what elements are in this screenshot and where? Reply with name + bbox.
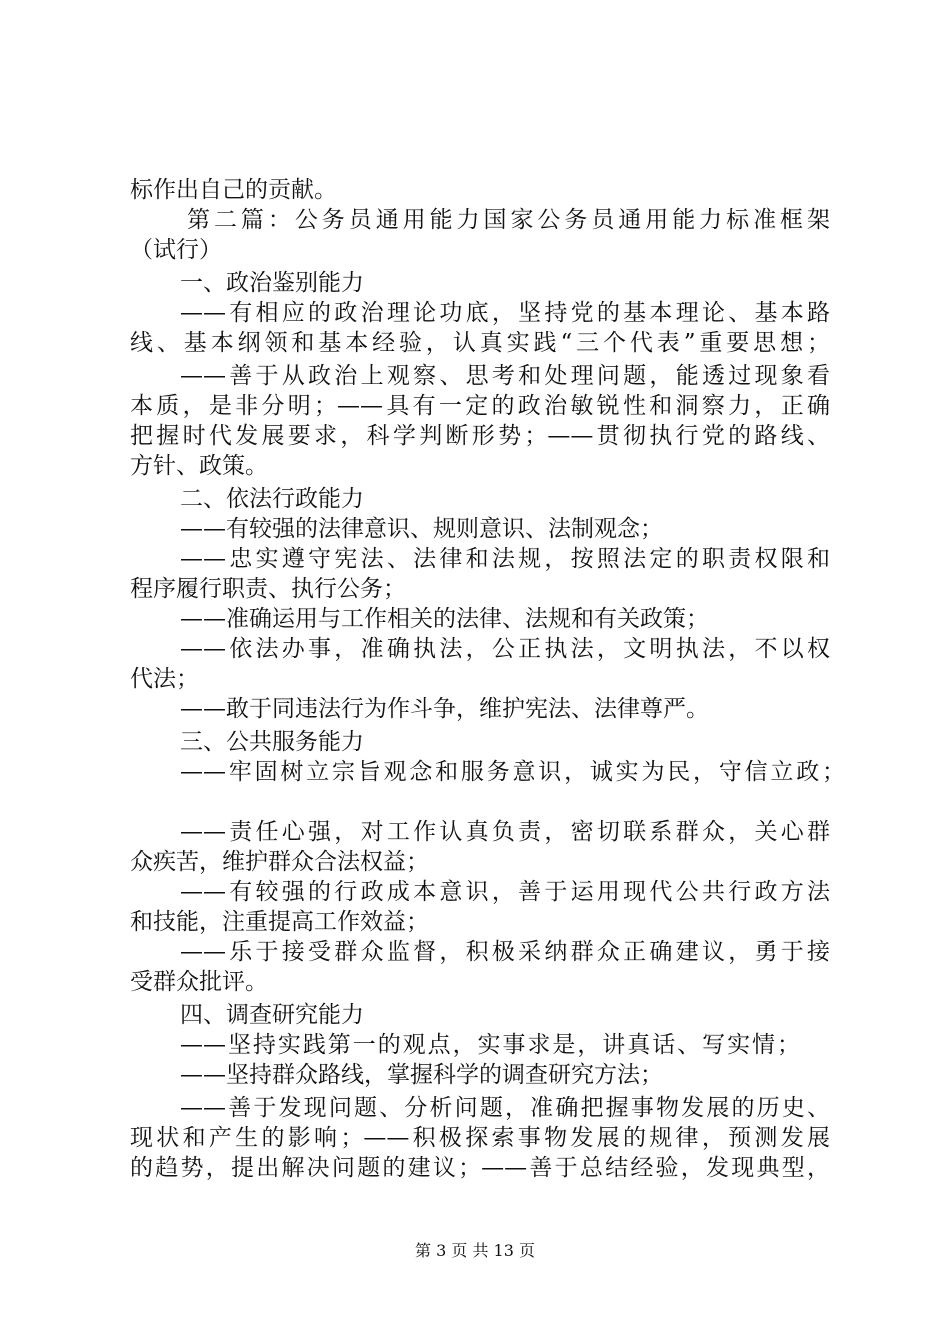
text-line: ——善于从政治上观察、思考和处理问题，能透过现象看: [180, 363, 830, 389]
text-line: ——坚持实践第一的观点，实事求是，讲真话、写实情；: [180, 1032, 800, 1058]
page-footer: 第 3 页 共 13 页: [415, 1241, 535, 1260]
text-line: 方针、政策。: [130, 453, 268, 479]
text-line: ——忠实遵守宪法、法律和法规，按照法定的职责权限和: [180, 546, 830, 572]
text-line: ——有较强的法律意识、规则意识、法制观念；: [180, 516, 663, 542]
text-line: 本质，是非分明；——具有一定的政治敏锐性和洞察力，正确: [130, 393, 830, 419]
text-line: ——依法办事，准确执法，公正执法，文明执法，不以权: [180, 636, 830, 662]
text-line: 现状和产生的影响；——积极探索事物发展的规律，预测发展: [130, 1125, 830, 1151]
text-line: ——有较强的行政成本意识，善于运用现代公共行政方法: [180, 879, 830, 905]
section-heading: （试行）: [130, 237, 222, 263]
text-line: 线、基本纲领和基本经验，认真实践“三个代表”重要思想；: [130, 330, 830, 356]
subsection-heading: 一、政治鉴别能力: [180, 270, 364, 296]
subsection-heading: 四、调查研究能力: [180, 1002, 364, 1028]
subsection-heading: 三、公共服务能力: [180, 729, 364, 755]
text-line: ——坚持群众路线，掌握科学的调查研究方法；: [180, 1062, 663, 1088]
text-line: ——责任心强，对工作认真负责，密切联系群众，关心群: [180, 819, 830, 845]
text-line: ——牢固树立宗旨观念和服务意识，诚实为民，守信立政；: [180, 759, 845, 785]
text-line: 的趋势，提出解决问题的建议；——善于总结经验，发现典型，: [130, 1155, 830, 1181]
text-line: 代法；: [130, 666, 199, 692]
text-line: ——敢于同违法行为作斗争，维护宪法、法律尊严。: [180, 696, 709, 722]
text-line: 众疾苦，维护群众合法权益；: [130, 849, 429, 875]
text-line: 把握时代发展要求，科学判断形势；——贯彻执行党的路线、: [130, 423, 830, 449]
text-line: ——有相应的政治理论功底，坚持党的基本理论、基本路: [180, 300, 830, 326]
section-heading: 第二篇：公务员通用能力国家公务员通用能力标准框架: [187, 207, 830, 233]
text-line: 程序履行职责、执行公务；: [130, 576, 406, 602]
text-line: 标作出自己的贡献。: [130, 177, 337, 203]
text-line: ——乐于接受群众监督，积极采纳群众正确建议，勇于接: [180, 939, 830, 965]
text-line: ——准确运用与工作相关的法律、法规和有关政策；: [180, 606, 709, 632]
text-line: 和技能，注重提高工作效益；: [130, 909, 429, 935]
text-line: 受群众批评。: [130, 969, 268, 995]
subsection-heading: 二、依法行政能力: [180, 486, 364, 512]
text-line: ——善于发现问题、分析问题，准确把握事物发展的历史、: [180, 1095, 830, 1121]
